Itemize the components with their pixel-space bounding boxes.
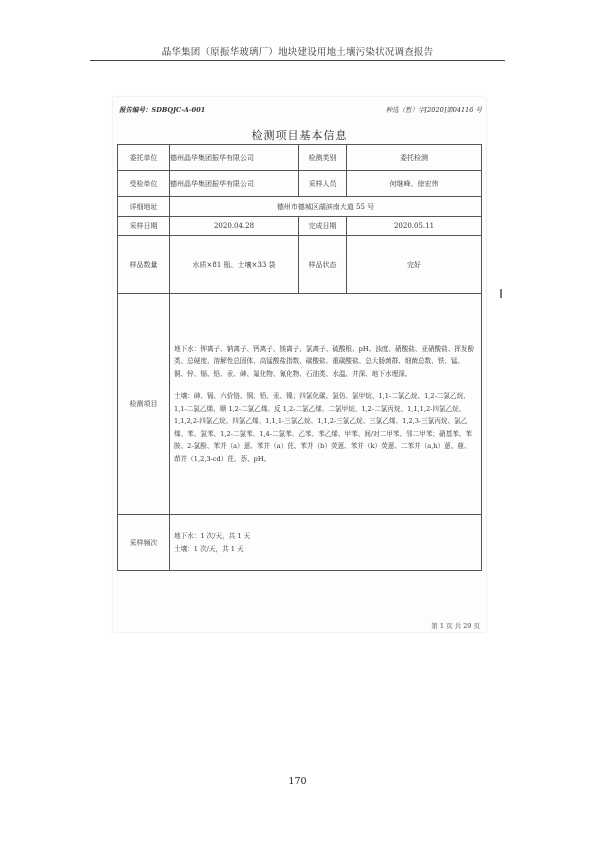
test-type-label: 检测类别	[299, 145, 347, 171]
items-soil: 土壤：砷、镉、六价铬、铜、铅、汞、镍；四氯化碳、氯仿、氯甲烷、1,1-二氯乙烷、1,2-二氯乙烷、1,1-二氯乙烯、顺 1,2-二氯乙烯、反 1,2-二氯乙烯、二氯甲烷、1,2-二氯丙烷、1,1,1,2-四氯乙烷、1,1,2,2-四氯乙烷、四氯乙烯、1,1,1-三氯乙烷、1,1,2-三氯乙烷、三氯乙烯、1,2,3-三氯丙烷、氯乙烯、苯、氯苯、1,2-二氯苯、1,4-二氯苯、乙苯、苯乙烯、甲苯、间/对二甲苯、邻二甲苯；硝基苯、苯胺、2-氯酚、苯并（a）蒽、苯并（a）芘、苯并（b）荧蒽、苯并（k）荧蒽、二苯并（a,h）蒽、䓛、茚并（1,2,3-cd）芘、萘、pH。	[174, 392, 472, 463]
items-cell	[170, 294, 482, 515]
report-number: 报告编号：SDBQJC-A-001	[119, 106, 206, 114]
page-count: 第 1 页 共 29 页	[431, 622, 480, 630]
freq-soil: 土壤：1 次/天，共 1 天	[174, 544, 244, 553]
sample-qty-label: 样品数量	[118, 236, 170, 294]
complete-date-value: 2020.05.11	[347, 217, 482, 236]
freq-label: 采样频次	[118, 515, 170, 571]
address-label: 详细地址	[118, 197, 170, 217]
sampler-label: 采样人员	[299, 171, 347, 197]
page-number: 170	[288, 776, 307, 787]
scan-mark	[500, 289, 502, 298]
certificate-number: 种选（暂）字[2020]第04116 号	[385, 106, 482, 114]
page-header: 晶华集团（原振华玻璃厂）地块建设用地土壤污染状况调查报告	[161, 47, 434, 58]
header-rule	[90, 60, 505, 61]
items-groundwater: 地下水：钾离子、钠离子、钙离子、镁离子、氯离子、硫酸根、pH、浊度、硝酸盐、亚硝酸盐、挥发酚类、总硬度、溶解性总固体、高锰酸盐指数、碳酸盐、重碳酸盐、总大肠菌群、细菌总数、铁、锰、铜、锌、镉、铅、汞、砷、氟化物、氰化物、石油类、水温、井深、地下水埋深。	[174, 344, 475, 378]
table-row	[118, 145, 482, 171]
client-value: 德州晶华集团振华有限公司	[170, 145, 299, 171]
inspected-value: 德州晶华集团振华有限公司	[170, 171, 299, 197]
table-row	[118, 236, 482, 294]
sample-state-label: 样品状态	[299, 236, 347, 294]
sample-state-value: 完好	[347, 236, 482, 294]
test-info-table	[117, 144, 482, 571]
sampler-value: 何继峰、徐宏伟	[347, 171, 482, 197]
freq-groundwater: 地下水：1 次/天，共 1 天	[174, 532, 251, 540]
table-row	[118, 197, 482, 217]
client-label: 委托单位	[118, 145, 170, 171]
table-row	[118, 294, 482, 515]
complete-date-label: 完成日期	[299, 217, 347, 236]
sample-date-label: 采样日期	[118, 217, 170, 236]
scanned-report-page	[113, 97, 486, 632]
table-row	[118, 217, 482, 236]
sample-date-value: 2020.04.28	[170, 217, 299, 236]
report-title: 检测项目基本信息	[251, 129, 348, 142]
test-type-value: 委托检测	[347, 145, 482, 171]
items-label: 检测项目	[118, 294, 170, 515]
freq-cell	[170, 515, 482, 571]
table-row	[118, 515, 482, 571]
address-value: 德州市德城区湖滨南大道 55 号	[170, 197, 482, 217]
sample-qty-value: 水质×81 瓶、土壤×33 袋	[170, 236, 299, 294]
table-row	[118, 171, 482, 197]
inspected-label: 受检单位	[118, 171, 170, 197]
